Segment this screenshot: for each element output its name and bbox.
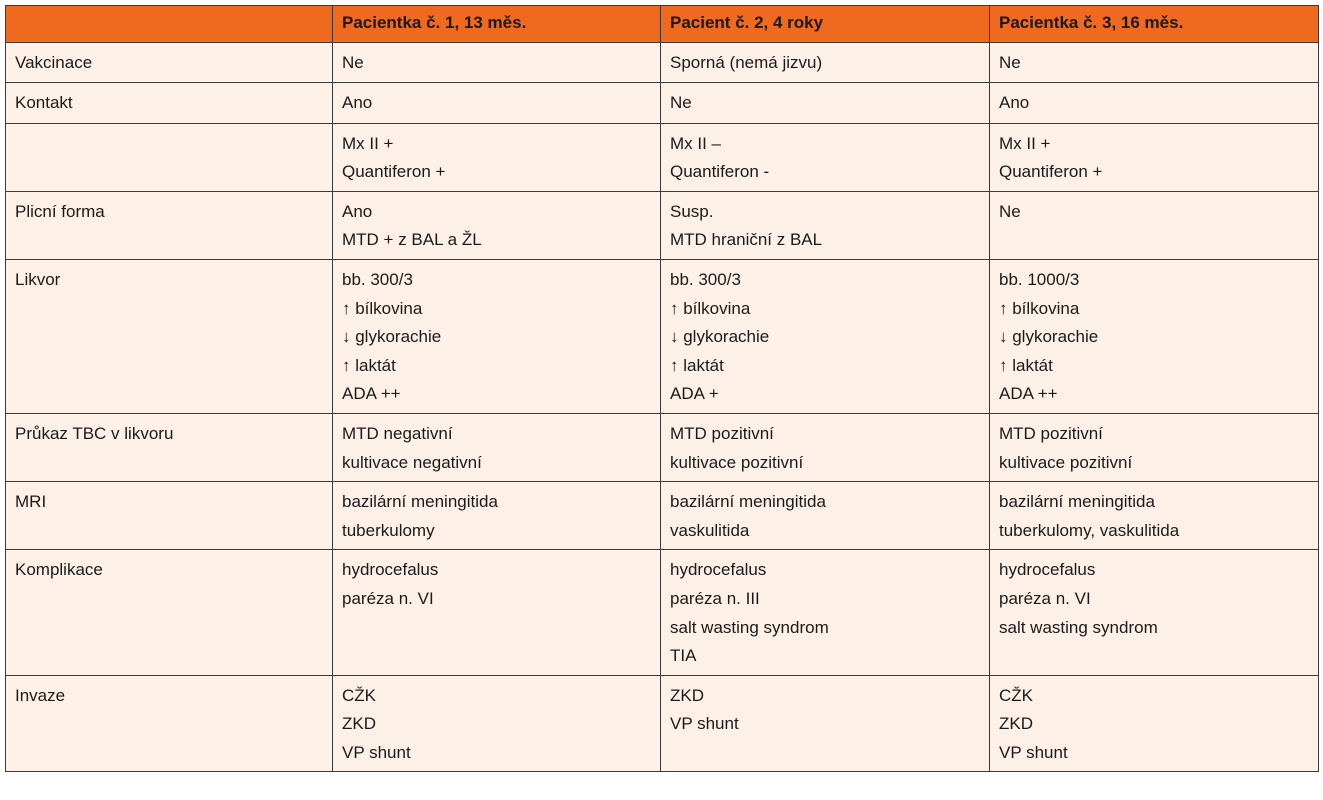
row-label: Kontakt [6,82,333,123]
table-row [6,43,1319,83]
table-cell [661,259,990,413]
row-label: Invaze [6,675,333,772]
table-cell [333,675,661,772]
table-cell [333,259,661,413]
cell-line: hydrocefalus [670,560,767,580]
cell-line: bazilární meningitida [999,492,1155,512]
cell-line: tuberkulomy [342,520,435,540]
cell-line: ↑ bílkovina [670,298,751,318]
cell-line: vaskulitida [670,520,750,540]
table-row [6,413,1319,481]
header-patient-2: Pacient č. 2, 4 roky [661,6,990,43]
cell-line: bb. 300/3 [342,269,413,289]
table-cell [990,259,1319,413]
cell-line: CŽK [999,685,1033,705]
cell-line: VP shunt [999,742,1068,762]
row-label: Likvor [6,259,333,413]
cell-line: hydrocefalus [999,560,1096,580]
row-label [6,123,333,191]
table-cell [661,82,990,123]
cell-line: bazilární meningitida [342,492,498,512]
cell-line: Susp. [670,201,714,221]
header-patient-3: Pacientka č. 3, 16 měs. [990,6,1319,43]
cell-line: MTD negativní [342,423,453,443]
cell-line: paréza n. III [670,588,760,608]
table-cell [661,43,990,83]
cell-line: TIA [670,646,697,666]
cell-line: MTD pozitivní [999,423,1103,443]
cell-line: ADA ++ [999,384,1058,404]
table-row [6,482,1319,550]
cell-line: hydrocefalus [342,560,439,580]
cell-line: bb. 1000/3 [999,269,1080,289]
cell-line: paréza n. VI [342,588,434,608]
cell-line: Quantiferon - [670,162,770,182]
table-cell [990,413,1319,481]
table-row [6,82,1319,123]
table-cell [333,43,661,83]
table-cell [333,82,661,123]
row-label: Vakcinace [6,43,333,83]
header-patient-1: Pacientka č. 1, 13 měs. [333,6,661,43]
cell-line: Ano [342,201,373,221]
cell-line: MTD pozitivní [670,423,774,443]
row-label: Komplikace [6,550,333,675]
table-body [6,43,1319,772]
table-container [5,5,1318,772]
table-row [6,675,1319,772]
table-row [6,550,1319,675]
patient-comparison-table [5,5,1319,772]
table-cell [333,413,661,481]
table-cell [990,82,1319,123]
cell-line: Mx II – [670,133,722,153]
cell-line: ↑ bílkovina [342,298,423,318]
table-cell [661,550,990,675]
table-cell [990,550,1319,675]
table-row [6,123,1319,191]
cell-line: Ne [670,92,692,112]
cell-line: Quantiferon + [342,162,446,182]
cell-line: ↑ bílkovina [999,298,1080,318]
cell-line: kultivace pozitivní [999,452,1133,472]
cell-line: Ano [342,92,373,112]
cell-line: ZKD [670,685,704,705]
cell-line: VP shunt [342,742,411,762]
table-row [6,259,1319,413]
cell-line: ↓ glykorachie [342,327,442,347]
cell-line: Sporná (nemá jizvu) [670,53,823,72]
table-row [6,191,1319,259]
cell-line: ZKD [999,714,1033,734]
cell-line: VP shunt [670,714,739,734]
cell-line: paréza n. VI [999,588,1091,608]
cell-line: Ne [999,201,1021,221]
row-label: Plicní forma [6,191,333,259]
cell-line: ↑ laktát [999,355,1053,375]
cell-line: ADA + [670,384,719,404]
cell-line: MTD hraniční z BAL [670,230,823,250]
table-cell [333,550,661,675]
cell-line: bazilární meningitida [670,492,826,512]
table-cell [661,675,990,772]
table-cell [333,482,661,550]
cell-line: Ne [342,53,364,72]
cell-line: Quantiferon + [999,162,1103,182]
row-label: MRI [6,482,333,550]
table-cell [990,43,1319,83]
table-cell [990,482,1319,550]
table-cell [661,123,990,191]
header-corner-cell [6,6,333,43]
table-cell [661,413,990,481]
cell-line: ADA ++ [342,384,401,404]
table-cell [333,191,661,259]
cell-line: MTD + z BAL a ŽL [342,230,482,250]
cell-line: CŽK [342,685,376,705]
cell-line: ↓ glykorachie [670,327,770,347]
cell-line: salt wasting syndrom [670,617,829,637]
table-cell [990,123,1319,191]
cell-line: Ano [999,92,1030,112]
table-cell [661,191,990,259]
table-header [6,6,1319,43]
cell-line: ZKD [342,714,376,734]
cell-line: ↑ laktát [670,355,724,375]
cell-line: Mx II + [342,133,394,153]
cell-line: salt wasting syndrom [999,617,1158,637]
cell-line: tuberkulomy, vaskulitida [999,520,1180,540]
cell-line: ↓ glykorachie [999,327,1099,347]
cell-line: kultivace pozitivní [670,452,804,472]
table-cell [990,191,1319,259]
cell-line: bb. 300/3 [670,269,741,289]
cell-line: kultivace negativní [342,452,482,472]
table-cell [990,675,1319,772]
cell-line: Ne [999,53,1021,72]
header-row [6,6,1319,43]
row-label: Průkaz TBC v likvoru [6,413,333,481]
cell-line: ↑ laktát [342,355,396,375]
table-cell [333,123,661,191]
table-cell [661,482,990,550]
cell-line: Mx II + [999,133,1051,153]
